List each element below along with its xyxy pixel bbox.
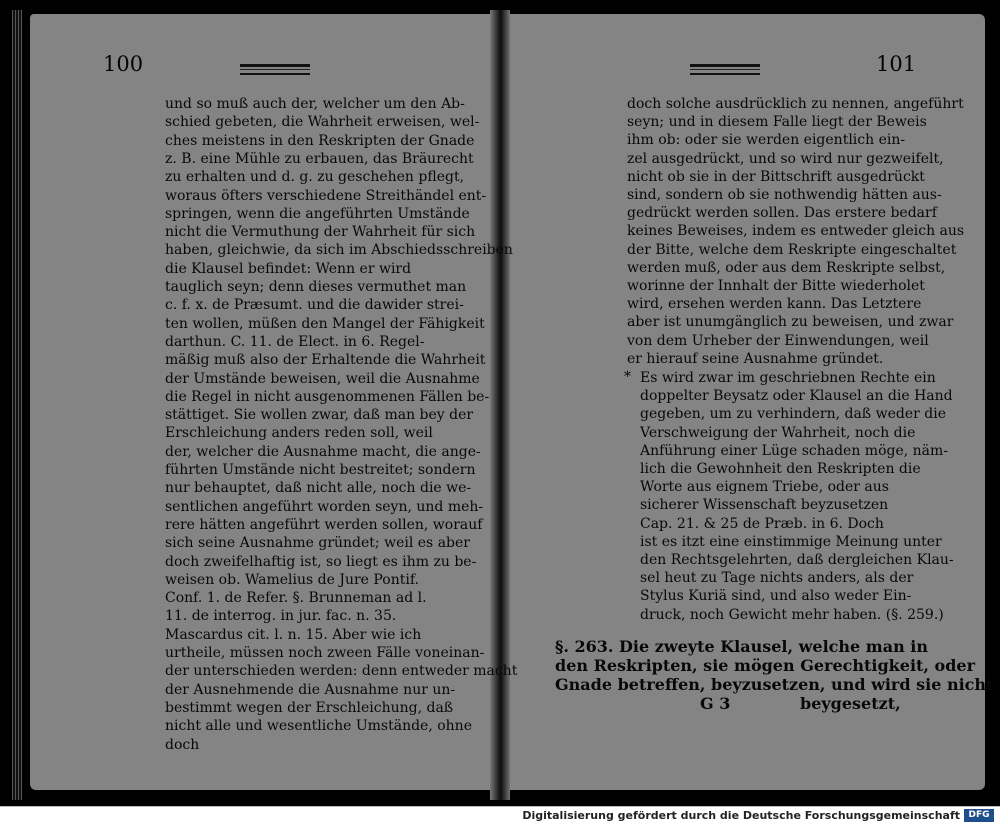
text-line: stättiget. Sie wollen zwar, daß man bey der bbox=[165, 407, 474, 424]
text-line: gedrückt werden sollen. Das erstere bedarf bbox=[627, 205, 937, 222]
text-line: sich seine Ausnahme gründet; weil es aber bbox=[165, 535, 470, 552]
footnote-line: lich die Gewohnheit den Reskripten die bbox=[640, 461, 921, 477]
text-line: nicht alle und wesentliche Umstände, ohne bbox=[165, 718, 472, 735]
text-line: nicht die Vermuthung der Wahrheit für sich bbox=[165, 224, 476, 241]
text-line: keines Beweises, indem es entweder gleich aus bbox=[627, 223, 965, 240]
text-line: von dem Urheber der Einwendungen, weil bbox=[627, 332, 929, 349]
text-line: schied gebeten, die Wahrheit erweisen, wel- bbox=[165, 114, 480, 131]
footnote-line: Es wird zwar im geschriebnen Rechte ein bbox=[640, 370, 936, 386]
text-line: nicht ob sie in der Bittschrift ausgedrückt bbox=[627, 168, 925, 185]
text-line: die Regel in nicht ausgenommenen Fällen be- bbox=[165, 388, 490, 405]
text-line: z. B. eine Mühle zu erbauen, das Bräurecht bbox=[165, 150, 474, 167]
text-line: c. f. x. de Præsumt. und die dawider strei- bbox=[165, 297, 464, 314]
text-line: der Bitte, welche dem Reskripte eingeschaltet bbox=[627, 241, 957, 258]
section-line: Gnade betreffen, beyzusetzen, und wird sie nicht bbox=[555, 675, 994, 694]
text-line: Erschleichung anders reden soll, weil bbox=[165, 425, 433, 442]
right-page-number: 101 bbox=[876, 52, 917, 76]
footer-credit: Digitalisierung gefördert durch die Deutsche Forschungsgemeinschaft bbox=[522, 809, 960, 822]
left-header-rule bbox=[240, 64, 310, 75]
text-line: seyn; und in diesem Falle liegt der Beweis bbox=[627, 114, 927, 131]
footnote-line: sicherer Wissenschaft beyzusetzen bbox=[640, 497, 889, 514]
footnote-line: sel heut zu Tage nichts anders, als der bbox=[640, 570, 914, 587]
signature-mark: G 3 bbox=[700, 694, 731, 713]
book-fore-edge bbox=[12, 10, 22, 800]
footnote-line: druck, noch Gewicht mehr haben. (§. 259.) bbox=[640, 606, 944, 623]
text-line: und so muß auch der, welcher um den Ab- bbox=[165, 96, 465, 112]
text-line: die Klausel befindet: Wenn er wird bbox=[165, 260, 412, 277]
text-line: aber ist unumgänglich zu beweisen, und zwar bbox=[627, 314, 954, 331]
text-line: Mascardus cit. l. n. 15. Aber wie ich bbox=[165, 626, 422, 643]
footnote-line: Anführung einer Lüge schaden möge, näm- bbox=[640, 442, 949, 459]
text-line: er hierauf seine Ausnahme gründet. bbox=[627, 350, 884, 367]
text-line: bestimmt wegen der Erschleichung, daß bbox=[165, 699, 454, 716]
footnote-marker: * bbox=[624, 369, 631, 385]
text-line: urtheile, müssen noch zween Fälle voneinan- bbox=[165, 645, 485, 661]
text-line: wird, ersehen werden kann. Das Letztere bbox=[627, 296, 922, 313]
footer-bar bbox=[0, 806, 1000, 824]
text-line: ten wollen, müßen den Mangel der Fähigkeit bbox=[165, 315, 485, 332]
text-line: darthun. C. 11. de Elect. in 6. Regel- bbox=[165, 333, 425, 350]
text-line: der, welcher die Ausnahme macht, die ange- bbox=[165, 443, 481, 460]
text-line: zel ausgedrückt, und so wird nur gezweifelt, bbox=[627, 150, 944, 167]
text-line: sentlichen angeführt worden seyn, und meh- bbox=[165, 498, 484, 515]
right-header-rule bbox=[690, 64, 760, 75]
text-line: nur behauptet, daß nicht alle, noch die we- bbox=[165, 480, 472, 497]
text-line: werden muß, oder aus dem Reskripte selbst, bbox=[627, 259, 946, 276]
text-line: sind, sondern ob sie nothwendig hätten aus- bbox=[627, 187, 942, 203]
text-line: der Ausnehmende die Ausnahme nur un- bbox=[165, 681, 456, 698]
footnote-line: Worte aus eignem Triebe, oder aus bbox=[640, 479, 889, 496]
footnote-line: Stylus Kuriä sind, und also weder Ein- bbox=[640, 588, 912, 605]
text-line: doch bbox=[165, 736, 200, 753]
dfg-logo: DFG bbox=[964, 809, 994, 822]
section-line: den Reskripten, sie mögen Gerechtigkeit, oder bbox=[555, 656, 976, 675]
footnote-line: Cap. 21. & 25 de Præb. in 6. Doch bbox=[640, 515, 884, 532]
footnote-line: gegeben, um zu verhindern, daß weder die bbox=[640, 406, 946, 423]
text-line: der unterschieden werden: denn entweder macht bbox=[165, 663, 518, 680]
footnote-line: Verschweigung der Wahrheit, noch die bbox=[640, 424, 916, 441]
footnote-line: doppelter Beysatz oder Klausel an die Hand bbox=[640, 388, 953, 405]
text-line: führten Umstände nicht bestreitet; sondern bbox=[165, 462, 476, 478]
text-line: der Umstände beweisen, weil die Ausnahme bbox=[165, 370, 480, 387]
text-line: haben, gleichwie, da sich im Abschiedsschreiben bbox=[165, 242, 513, 259]
text-line: woraus öfters verschiedene Streithändel ent- bbox=[165, 187, 487, 204]
footnote-line: den Rechtsgelehrten, daß dergleichen Klau- bbox=[640, 552, 954, 568]
text-line: zu erhalten und d. g. zu geschehen pflegt, bbox=[165, 169, 465, 186]
text-line: ihm ob: oder sie werden eigentlich ein- bbox=[627, 132, 906, 149]
left-page-number: 100 bbox=[103, 52, 144, 76]
book-gutter bbox=[490, 10, 510, 800]
text-line: weisen ob. Wamelius de Jure Pontif. bbox=[165, 571, 419, 588]
text-line: worinne der Innhalt der Bitte wiederholet bbox=[627, 278, 925, 294]
text-line: springen, wenn die angeführten Umstände bbox=[165, 205, 470, 222]
footnote-line: ist es itzt eine einstimmige Meinung unter bbox=[640, 533, 942, 550]
text-line: doch solche ausdrücklich zu nennen, angeführt bbox=[627, 96, 964, 112]
text-line: ches meistens in den Reskripten der Gnade bbox=[165, 132, 475, 149]
text-line: doch zweifelhaftig ist, so liegt es ihm zu be- bbox=[165, 553, 477, 570]
catchword: beygesetzt, bbox=[800, 694, 901, 713]
section-line: §. 263. Die zweyte Klausel, welche man in bbox=[555, 637, 928, 656]
text-line: rere hätten angeführt werden sollen, worauf bbox=[165, 516, 483, 533]
text-line: 11. de interrog. in jur. fac. n. 35. bbox=[165, 608, 397, 625]
text-line: Conf. 1. de Refer. §. Brunneman ad l. bbox=[165, 590, 427, 607]
text-line: tauglich seyn; denn dieses vermuthet man bbox=[165, 279, 467, 295]
text-line: mäßig muß also der Erhaltende die Wahrheit bbox=[165, 352, 486, 369]
